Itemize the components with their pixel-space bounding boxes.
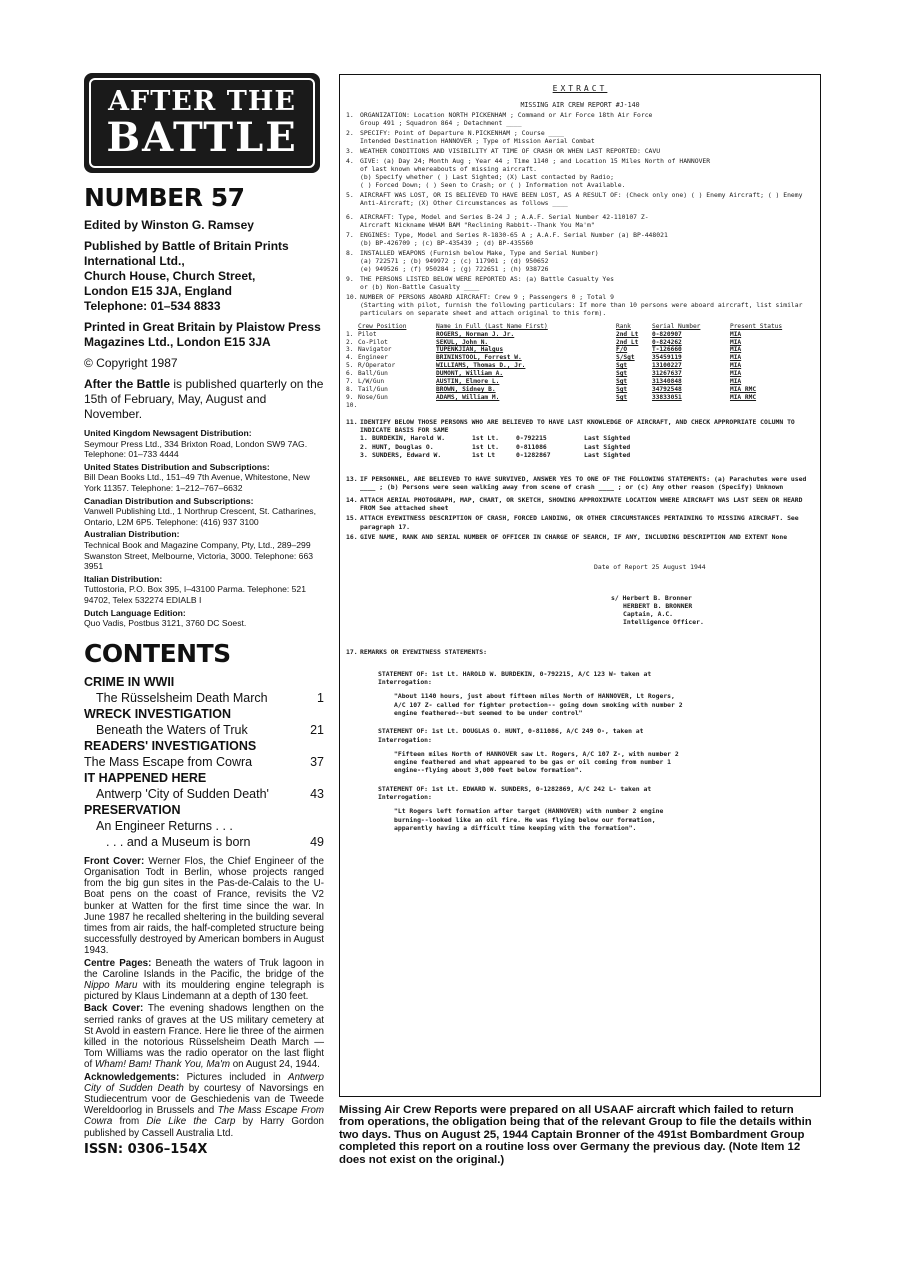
toc-entry-title: Beneath the Waters of Truk <box>96 722 248 737</box>
crew-table <box>346 323 814 410</box>
toc-entry-title: An Engineer Returns . . . <box>96 818 233 833</box>
toc-section: WRECK INVESTIGATION <box>84 706 231 721</box>
magazine-logo <box>84 73 320 173</box>
report-item: 2. SPECIFY: Point of Departure N.PICKENHAM ; Course ____ Intended Destination HANNOVER ; Type of Mission Aerial Combat <box>346 129 595 145</box>
toc-entry[interactable] <box>84 754 324 770</box>
address-1: Church House, Church Street, <box>84 269 256 283</box>
centre-pages-note: Centre Pages: Beneath the waters of Truk lagoon in the Caroline Islands in the Pacific, the bridge of the Nippo Maru with its mouldering engine telegraph is pictured by Klaus Lindemann at a depth of 130 feet. <box>84 957 324 1003</box>
issue-number: NUMBER 57 <box>84 183 245 212</box>
acknowledgements-note: Acknowledgements: Pictures included in Antwerp City of Sudden Death by courtesy of Navorsings en Studiecentrum voor de Geschiedenis van de Tweede Wereldoorlog in Brussels and The Mass Escape From Cowra from Die Like the Carp by Harry Gordon published by Cassell Australia Ltd. <box>84 1071 324 1139</box>
publication-schedule <box>84 377 324 422</box>
distribution-text: Bill Dean Books Ltd., 151–49 7th Avenue, Whitestone, New York 11357. Telephone: 1–212–767–6632 <box>84 472 310 493</box>
toc-section: PRESERVATION <box>84 802 181 817</box>
toc-section: CRIME IN WWII <box>84 674 175 689</box>
statement-quote: "Fifteen miles North of HANNOVER saw Lt. Rogers, A/C 107 Z-, with number 2 engine feathered and what appeared to be gas or oil coming from number 1 engine--flying about 3,000 feet below formation". <box>394 749 679 775</box>
toc-entry[interactable] <box>84 690 324 706</box>
report-item: 8. INSTALLED WEAPONS (Furnish below Make, Type and Serial Number) (a) 722571 ; (b) 949972 ; (c) 117901 ; (d) 950652 (e) 949526 ; (f) 950284 ; (g) 722651 ; (h) 938726 <box>346 249 599 273</box>
logo-line-2: BATTLE <box>106 114 298 161</box>
distribution-head: United Kingdom Newsagent Distribution: <box>84 428 252 438</box>
distribution-text: Tuttostoria, P.O. Box 395, I–43100 Parma. Telephone: 521 94702, Telex 532274 EDIALB I <box>84 584 306 605</box>
table-row: 6. Ball/Gun DUMONT, William A. Sgt 31267637 MIA <box>346 370 742 378</box>
distribution-head: Dutch Language Edition: <box>84 607 186 618</box>
toc-entry-page: 37 <box>310 754 324 769</box>
publisher-info <box>84 218 324 422</box>
crew-header-serial: Serial Number <box>651 323 701 330</box>
distribution-entry <box>84 462 324 494</box>
report-item: 1. ORGANIZATION: Location NORTH PICKENHAM ; Command or Air Force 18th Air Force Group 491 ; Squadron 864 ; Detachment ____ <box>346 111 653 127</box>
extract-heading: EXTRACT <box>552 84 608 93</box>
toc-entry-title: Antwerp 'City of Sudden Death' <box>96 786 269 801</box>
distribution-list <box>84 428 324 629</box>
report-title: MISSING AIR CREW REPORT #J-140 <box>520 101 640 109</box>
left-column <box>84 73 324 1157</box>
toc-entry-page: 21 <box>310 722 324 737</box>
signature-line: s/ Herbert B. Bronner <box>611 593 692 602</box>
toc-section: IT HAPPENED HERE <box>84 770 207 785</box>
crew-table-header <box>346 323 814 331</box>
logo-line-1: AFTER THE <box>108 86 296 117</box>
table-row: 9. Nose/Gun ADAMS, William M. Sgt 33833051 MIA RMC <box>346 393 757 401</box>
toc-section: READERS' INVESTIGATIONS <box>84 738 257 753</box>
toc-entry-title: . . . and a Museum is born <box>106 834 251 849</box>
report-item: 10. NUMBER OF PERSONS ABOARD AIRCRAFT: Crew 9 ; Passengers 0 ; Total 9 (Starting with pilot, furnish the following particulars: If more than 10 persons were aboard aircraft, list similar particulars on separate sheet and attach original to this form). <box>346 293 803 317</box>
report-item: 17. REMARKS OR EYEWITNESS STATEMENTS: <box>346 647 487 656</box>
magazine-name: After the Battle <box>84 377 171 391</box>
statement-heading: STATEMENT OF: 1st Lt. DOUGLAS O. HUNT, 0-811086, A/C 249 O-, taken at Interrogation: <box>378 727 644 744</box>
crew-header-name: Name in Full (Last Name First) <box>436 323 548 330</box>
report-item: 16. GIVE NAME, RANK AND SERIAL NUMBER OF OFFICER IN CHARGE OF SEARCH, IF ANY, INCLUDING DESCRIPTION AND EXTENT None <box>346 532 788 541</box>
toc-entry[interactable] <box>84 834 324 850</box>
report-date: Date of Report 25 August 1944 <box>594 563 706 572</box>
table-row: 4. Engineer BRININSTOOL, Forrest W. S/Sgt 35459119 MIA <box>346 354 742 362</box>
report-item: 11. IDENTIFY BELOW THOSE PERSONS WHO ARE BELIEVED TO HAVE LAST KNOWLEDGE OF AIRCRAFT, AND CHECK APPROPRIATE COLUMN TO INDICATE BASIS FOR SAME <box>346 417 795 434</box>
address-2: London E15 3JA, England <box>84 284 233 298</box>
statement-quote: "About 1140 hours, just about fifteen miles North of HANNOVER, Lt Rogers, A/C 107 Z- called for fighter protection-- going down smoking with number 2 engine feathered--but seemed to be under control" <box>394 692 683 717</box>
table-row: 2. Co-Pilot SEKUL, John N. 2nd Lt 0-824262 MIA <box>346 338 742 346</box>
contents-title: CONTENTS <box>84 638 231 668</box>
distribution-head: United States Distribution and Subscriptions: <box>84 461 270 472</box>
issn: ISSN: 0306–154X <box>84 1141 208 1157</box>
printed-by: Printed in Great Britain by Plaistow Press Magazines Ltd., London E15 3JA <box>84 320 321 349</box>
distribution-entry <box>84 574 324 606</box>
report-item: 3. WEATHER CONDITIONS AND VISIBILITY AT TIME OF CRASH OR WHEN LAST REPORTED: CAVU <box>346 147 661 155</box>
crew-header-status: Present Status <box>729 323 783 330</box>
distribution-entry <box>84 608 324 629</box>
toc-entry-page: 43 <box>310 786 324 801</box>
report-item: 9. THE PERSONS LISTED BELOW WERE REPORTED AS: (a) Battle Casualty Yes or (b) Non-Battle Casualty ____ <box>346 275 614 291</box>
toc-entry[interactable] <box>84 818 324 834</box>
table-row: 10. <box>346 401 358 409</box>
report-item: 7. ENGINES: Type, Model and Series R-1830-65 A ; A.A.F. Serial Number (a) BP-448021 (b) BP-426709 ; (c) BP-435439 ; (d) BP-435560 <box>346 231 668 247</box>
table-row: 3. SUNDERS, Edward W. 1st Lt 0-1282867 Last Sighted <box>360 450 631 459</box>
distribution-head: Australian Distribution: <box>84 529 180 540</box>
back-cover-note: Back Cover: The evening shadows lengthen on the serried ranks of graves at the US military cemetery at St Avold in eastern France. Here lie three of the airmen killed in the notorious Rüsselsheim Death March — Tom Williams was the radio operator on the last flight of Wham! Bam! Thank You, Ma'm on August 24, 1944. <box>84 1003 324 1071</box>
toc-entry-page: 1 <box>317 690 324 705</box>
document-caption: Missing Air Crew Reports were prepared on all USAAF aircraft which failed to return from operations, the obligation being that of the relevant Group to file the details within two days. Thus on August 25, 1944 Captain Bronner of the 491st Bombardment Group completed this report on a routine loss over Germany the previous day. (Note Item 12 does not exist on the original.) <box>339 1104 812 1166</box>
table-row: 5. R/Operator WILLIAMS, Thomas D., Jr. Sgt 13100227 MIA <box>346 362 742 370</box>
publisher-block <box>84 239 324 314</box>
schedule-text: is published quarterly on the 15th of February, May, August and November. <box>84 377 324 421</box>
toc-entry[interactable] <box>84 786 324 802</box>
report-item: 13. IF PERSONNEL, ARE BELIEVED TO HAVE SURVIVED, ANSWER YES TO ONE OF THE FOLLOWING STATEMENTS: (a) Parachutes were used ____ ; (b) Persons were seen walking away from scene of crash ____ ; or (c) Any other reason (Specify) Unknown <box>346 475 807 492</box>
front-cover-note: Front Cover: Werner Flos, the Chief Engineer of the Organisation Todt in Berlin, whose projects ranged from the big gun sites in the Pas-de-Calais to the U-Boat pens on the coast of France, revisits the V2 bunker at Watten for the first time since the war. In June 1987 he recalled sheltering in the building several times from air raids, the half-completed structure being successfully destroyed by American bombers in August 1943. <box>84 855 324 957</box>
report-item: 5. AIRCRAFT WAS LOST, OR IS BELIEVED TO HAVE BEEN LOST, AS A RESULT OF: (Check only one) ( ) Enemy Aircraft; ( ) Enemy Anti-Aircraft; (X) Other Circumstances as follows ____ <box>346 191 803 207</box>
distribution-head: Italian Distribution: <box>84 573 163 584</box>
distribution-text: Quo Vadis, Postbus 3121, 3760 DC Soest. <box>84 618 247 629</box>
statement-heading: STATEMENT OF: 1st Lt. EDWARD W. SUNDERS, 0-1282869, A/C 242 L- taken at Interrogation: <box>378 784 652 802</box>
published-by: Published by Battle of Britain Prints International Ltd., <box>84 239 289 268</box>
cover-notes <box>84 856 324 1139</box>
toc-entry-title: The Mass Escape from Cowra <box>84 754 253 769</box>
copyright: © Copyright 1987 <box>84 356 178 370</box>
table-of-contents <box>84 674 324 850</box>
editor: Edited by Winston G. Ramsey <box>84 218 254 232</box>
table-row: 7. L/W/Gun AUSTIN, Elmore L. Sgt 31340848 MIA <box>346 378 742 386</box>
table-row: 8. Tail/Gun BROWN, Sidney B. Sgt 34792548 MIA RMC <box>346 385 757 393</box>
distribution-text: Vanwell Publishing Ltd., 1 Northrup Crescent, St. Catharines, Ontario, L2M 6P5. Telephone: (416) 937 3100 <box>84 506 316 527</box>
officer-name: HERBERT B. BRONNER <box>623 601 693 610</box>
distribution-text: Seymour Press Ltd., 334 Brixton Road, London SW9 7AG. Telephone: 01–733 4444 <box>84 438 308 460</box>
report-item: 15. ATTACH EYEWITNESS DESCRIPTION OF CRASH, FORCED LANDING, OR OTHER CIRCUMSTANCES PERTAINING TO MISSING AIRCRAFT. See paragraph 17. <box>346 514 799 531</box>
distribution-text: Technical Book and Magazine Company, Pty, Ltd., 289–299 Swanston Street, Melbourne, Victoria, 3000. Telephone: 663 3951 <box>84 539 314 572</box>
toc-entry-title: The Rüsselsheim Death March <box>96 690 268 705</box>
telephone: Telephone: 01–534 8833 <box>84 299 221 313</box>
report-item: 6. AIRCRAFT: Type, Model and Series B-24 J ; A.A.F. Serial Number 42-110107 Z- Aircraft Nickname WHAM BAM "Reclining Rabbit--Thank You Ma'm" <box>346 213 649 229</box>
distribution-entry <box>84 428 324 460</box>
witness-list <box>360 434 814 459</box>
report-item: 14. ATTACH AERIAL PHOTOGRAPH, MAP, CHART, OR SKETCH, SHOWING APPROXIMATE LOCATION WHERE AIRCRAFT WAS LAST SEEN OR HEARD FROM See attached sheet <box>346 495 803 513</box>
missing-air-crew-report <box>339 74 821 1097</box>
crew-header-position: Crew Position <box>358 323 407 330</box>
distribution-entry <box>84 496 324 528</box>
table-row: 3. Navigator TUPENKJIAN, Halgus F/O T-126660 MIA <box>346 346 742 354</box>
table-row: 1. BURDEKIN, Harold W. 1st Lt. 0-792215 Last Sighted <box>360 434 631 443</box>
officer-rank: Captain, A.C. <box>623 609 674 618</box>
toc-entry[interactable] <box>84 722 324 738</box>
statement-quote: "Lt Rogers left formation after target (HANNOVER) with number 2 engine burning--looked like an oil fire. He was flying below our formation, apparently having a difficult time keeping with the formation". <box>394 807 664 832</box>
signature-block <box>611 594 814 626</box>
distribution-entry <box>84 529 324 571</box>
statement-heading: STATEMENT OF: 1st Lt. HAROLD W. BURDEKIN, 0-792215, A/C 123 W- taken at Interrogation: <box>378 669 652 687</box>
toc-entry-page: 49 <box>310 834 324 849</box>
report-item: 4. GIVE: (a) Day 24; Month Aug ; Year 44 ; Time 1140 ; and Location 15 Miles North of HANNOVER of last known whereabouts of missing aircraft. (b) Specify whether ( ) Last Sighted; (X) Last contacted by Radio; ( ) Forced Down; ( ) Seen to Crash; or ( ) Information not Available. <box>346 157 711 189</box>
distribution-head: Canadian Distribution and Subscriptions: <box>84 495 254 506</box>
table-row: 2. HUNT, Douglas O. 1st Lt. 0-811086 Last Sighted <box>360 442 631 451</box>
crew-header-rank: Rank <box>615 323 631 330</box>
officer-role: Intelligence Officer. <box>623 617 704 626</box>
table-row: 1. Pilot ROGERS, Norman J. Jr. 2nd Lt 0-820907 MIA <box>346 330 742 338</box>
